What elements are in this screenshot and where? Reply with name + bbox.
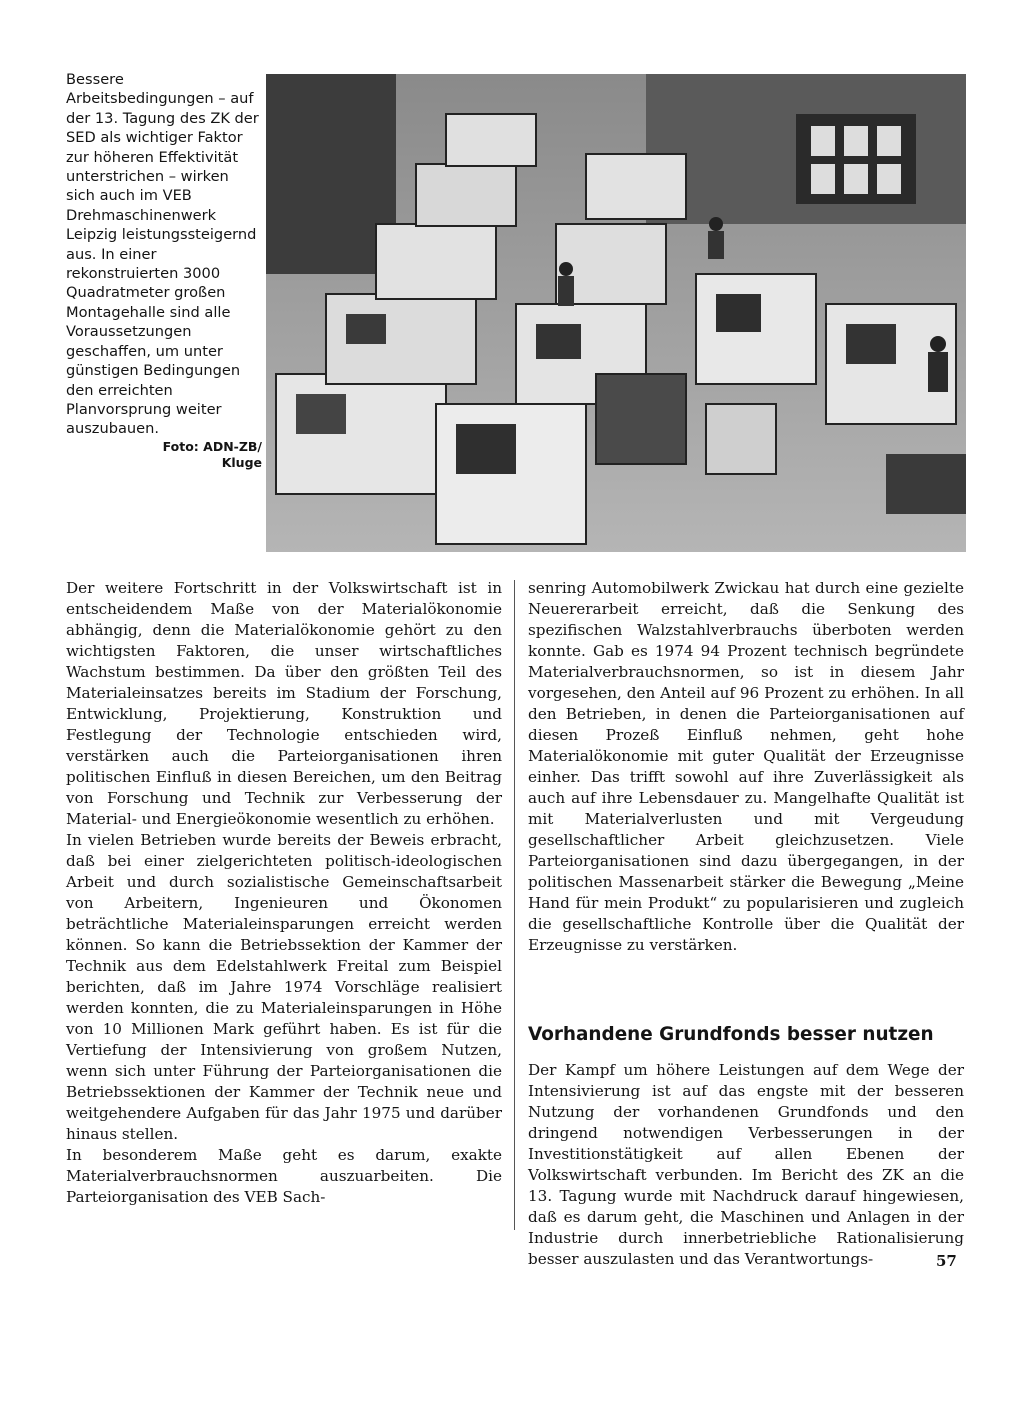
- photo-credit-line-1: Foto: ADN-ZB/: [162, 438, 262, 454]
- lathe-machine: [446, 114, 536, 166]
- caption-text: Bessere Arbeitsbedingungen – auf der 13. Tagung des ZK der SED als wichtiger Faktor zur höheren Effektivität unterstrichen – wirken sich auch im VEB Drehmaschinenwerk Leipzig leistungssteigernd aus. In einer rekonstruierten 3000 Quadratmeter großen Montagehalle sind alle Voraussetzungen geschaffen, um unter günstigen Bedingungen den erreichten Planvorsprung weiter auszubauen.: [66, 71, 259, 438]
- paragraph: Der weitere Fortschritt in der Volkswirtschaft ist in entscheidendem Maße von der Materialökonomie abhängig, denn die Materialökonomie gehört zu den wichtigsten Faktoren, die unser wirtschaftliches Wachstum bestimmen. Da über den größten Teil des Materialeinsatzes bereits im Stadium der Forschung, Entwicklung, Projektierung, Konstruktion und Festlegung der Technologie entschieden wird, verstärken auch die Parteiorganisationen ihren politischen Einfluß in diesen Bereichen, um den Beitrag von Forschung und Technik zur Verbesserung der Material- und Energieökonomie wesentlich zu erhöhen.: [66, 579, 502, 828]
- control-cabinet: [886, 454, 966, 514]
- photo-caption: [66, 70, 262, 471]
- lathe-machine: [416, 164, 516, 226]
- paragraph: Der Kampf um höhere Leistungen auf dem Wege der Intensivierung ist auf das engste mit der besseren Nutzung der vorhandenen Grundfonds und den dringend notwendigen Verbesserungen in der Investitionstätigkeit auf allen Ebenen der Volkswirtschaft verbunden. Im Bericht des ZK an die 13. Tagung wurde mit Nachdruck darauf hingewiesen, daß es darum geht, die Maschinen und Anlagen in der Industrie durch innerbetriebliche Rationalisierung besser auszulasten und das Verantwortungs-: [528, 1061, 964, 1268]
- page-number: 57: [936, 1252, 957, 1270]
- photo-credit: [66, 439, 262, 471]
- lathe-machine: [586, 154, 686, 219]
- machine-panel: [846, 324, 896, 364]
- paragraph: senring Automobilwerk Zwickau hat durch eine gezielte Neuererarbeit erreicht, daß die Senkung des spezifischen Walzstahlverbrauchs überboten werden konnte. Gab es 1974 94 Prozent technisch begründete Materialverbrauchsnormen, so ist in diesem Jahr vorgesehen, den Anteil auf 96 Prozent zu erhöhen. In all den Betrieben, in denen die Parteiorganisationen auf diesen Prozeß Einfluß nehmen, geht hohe Materialökonomie mit guter Qualität der Erzeugnisse einher. Das trifft sowohl auf ihre Zuverlässigkeit als auch auf ihre Lebensdauer zu. Mangelhafte Qualität ist mit Materialverlusten und mit Vergeudung gesellschaftlicher Arbeit gleichzusetzen. Viele Parteiorganisationen sind dazu übergegangen, in der politischen Massenarbeit stärker die Bewegung „Meine Hand für mein Produkt“ zu popularisieren und zugleich die gesellschaftliche Kontrolle über die Qualität der Erzeugnisse zu verstärken.: [528, 579, 964, 954]
- machine-panel: [346, 314, 386, 344]
- article-column-right-continued: [528, 1060, 964, 1270]
- worker-body: [928, 352, 948, 392]
- worker-head: [559, 262, 573, 276]
- workbench: [596, 374, 686, 464]
- machine-panel: [536, 324, 581, 359]
- machine-panel: [456, 424, 516, 474]
- worker-head: [930, 336, 946, 352]
- paragraph: In besonderem Maße geht es darum, exakte Materialverbrauchsnormen auszuarbeiten. Die Parteiorganisation des VEB Sach-: [66, 1146, 502, 1206]
- photo-credit-line-2: Kluge: [221, 454, 262, 470]
- article-column-left: [66, 578, 502, 1208]
- lathe-machine: [376, 224, 496, 299]
- section-heading: Vorhandene Grundfonds besser nutzen: [528, 1024, 934, 1045]
- machine-panel: [716, 294, 761, 332]
- machine-panel: [296, 394, 346, 434]
- factory-hall-photo: [266, 74, 966, 552]
- window-pane: [877, 164, 901, 194]
- article-column-right: [528, 578, 964, 956]
- window-pane: [844, 164, 868, 194]
- window-pane: [811, 164, 835, 194]
- worker-head: [709, 217, 723, 231]
- factory-hall-illustration: [266, 74, 966, 552]
- window-pane: [844, 126, 868, 156]
- worker-body: [558, 276, 574, 306]
- worker-body: [708, 231, 724, 259]
- window-pane: [811, 126, 835, 156]
- paragraph: In vielen Betrieben wurde bereits der Beweis erbracht, daß bei einer zielgerichteten politisch-ideologischen Arbeit und durch sozialistische Gemeinschaftsarbeit von Arbeitern, Ingenieuren und Ökonomen beträchtliche Materialeinsparungen erreicht werden können. So kann die Betriebssektion der Kammer der Technik aus dem Edelstahlwerk Freital zum Beispiel berichten, daß im Jahre 1974 Vorschläge realisiert werden konnten, die zu Materialeinsparungen in Höhe von 10 Millionen Mark geführt haben. Es ist für die Vertiefung der Intensivierung von großem Nutzen, wenn sich unter Führung der Parteiorganisationen die Betriebssektionen der Kammer der Technik neue und weitgehendere Aufgaben für das Jahr 1975 und darüber hinaus stellen.: [66, 831, 502, 1143]
- column-divider: [514, 580, 515, 1230]
- window-pane: [877, 126, 901, 156]
- tool-cabinet: [706, 404, 776, 474]
